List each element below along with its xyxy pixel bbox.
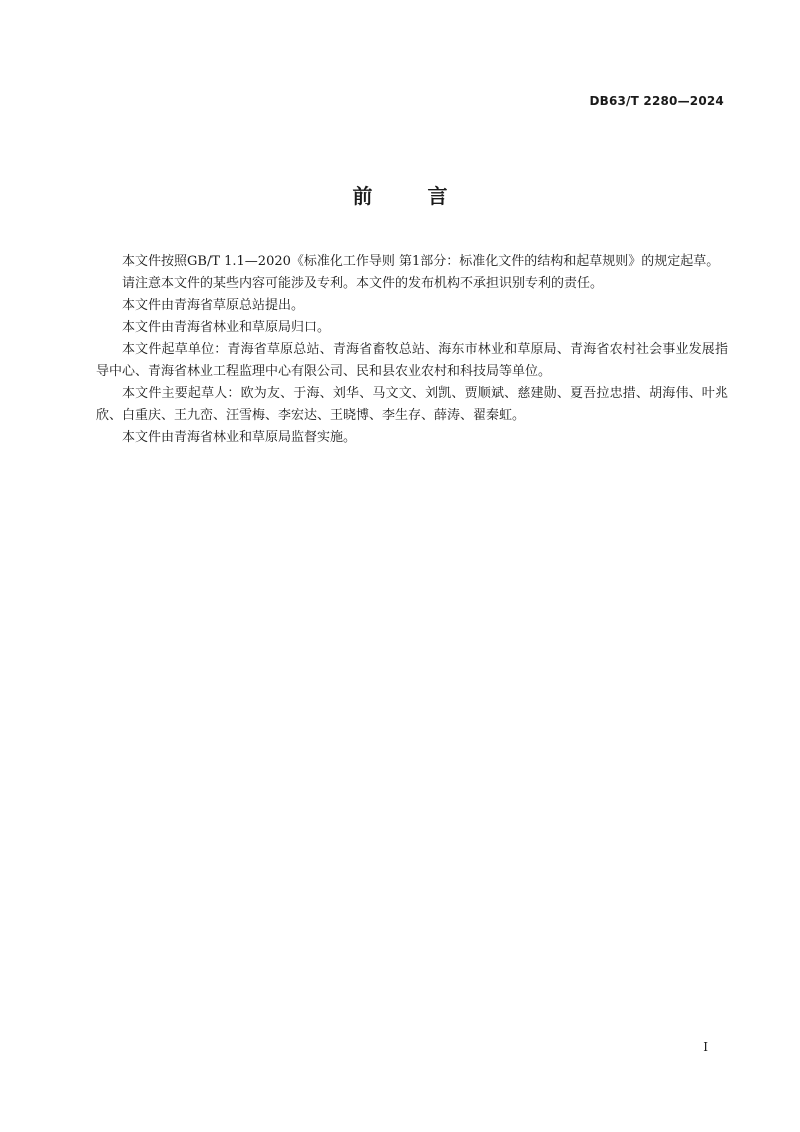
paragraph-drafting-rules: 本文件按照GB/T 1.1—2020《标准化工作导则 第1部分：标准化文件的结构和起草规则》的规定起草。	[122, 254, 720, 269]
foreword-body	[96, 251, 728, 449]
paragraph-proposer: 本文件由青海省草原总站提出。	[122, 298, 305, 313]
paragraph-patent-notice: 请注意本文件的某些内容可能涉及专利。本文件的发布机构不承担识别专利的责任。	[122, 276, 604, 291]
document-code: DB63/T 2280—2024	[589, 94, 724, 108]
page-number: I	[703, 1040, 708, 1054]
paragraph-drafting-units: 本文件起草单位：青海省草原总站、青海省畜牧总站、海东市林业和草原局、青海省农村社会事业发展指导中心、青海省林业工程监理中心有限公司、民和县农业农村和科技局等单位。	[96, 342, 728, 379]
paragraph-main-drafters: 本文件主要起草人：欧为友、于海、刘华、马文文、刘凯、贾顺斌、慈建勋、夏吾拉忠措、胡海伟、叶兆欣、白重庆、王九峦、汪雪梅、李宏达、王晓博、李生存、薛涛、翟秦虹。	[96, 386, 728, 423]
paragraph-supervision: 本文件由青海省林业和草原局监督实施。	[122, 430, 357, 445]
page-title: 前 言	[352, 184, 448, 208]
paragraph-centralized-by: 本文件由青海省林业和草原局归口。	[122, 320, 331, 335]
